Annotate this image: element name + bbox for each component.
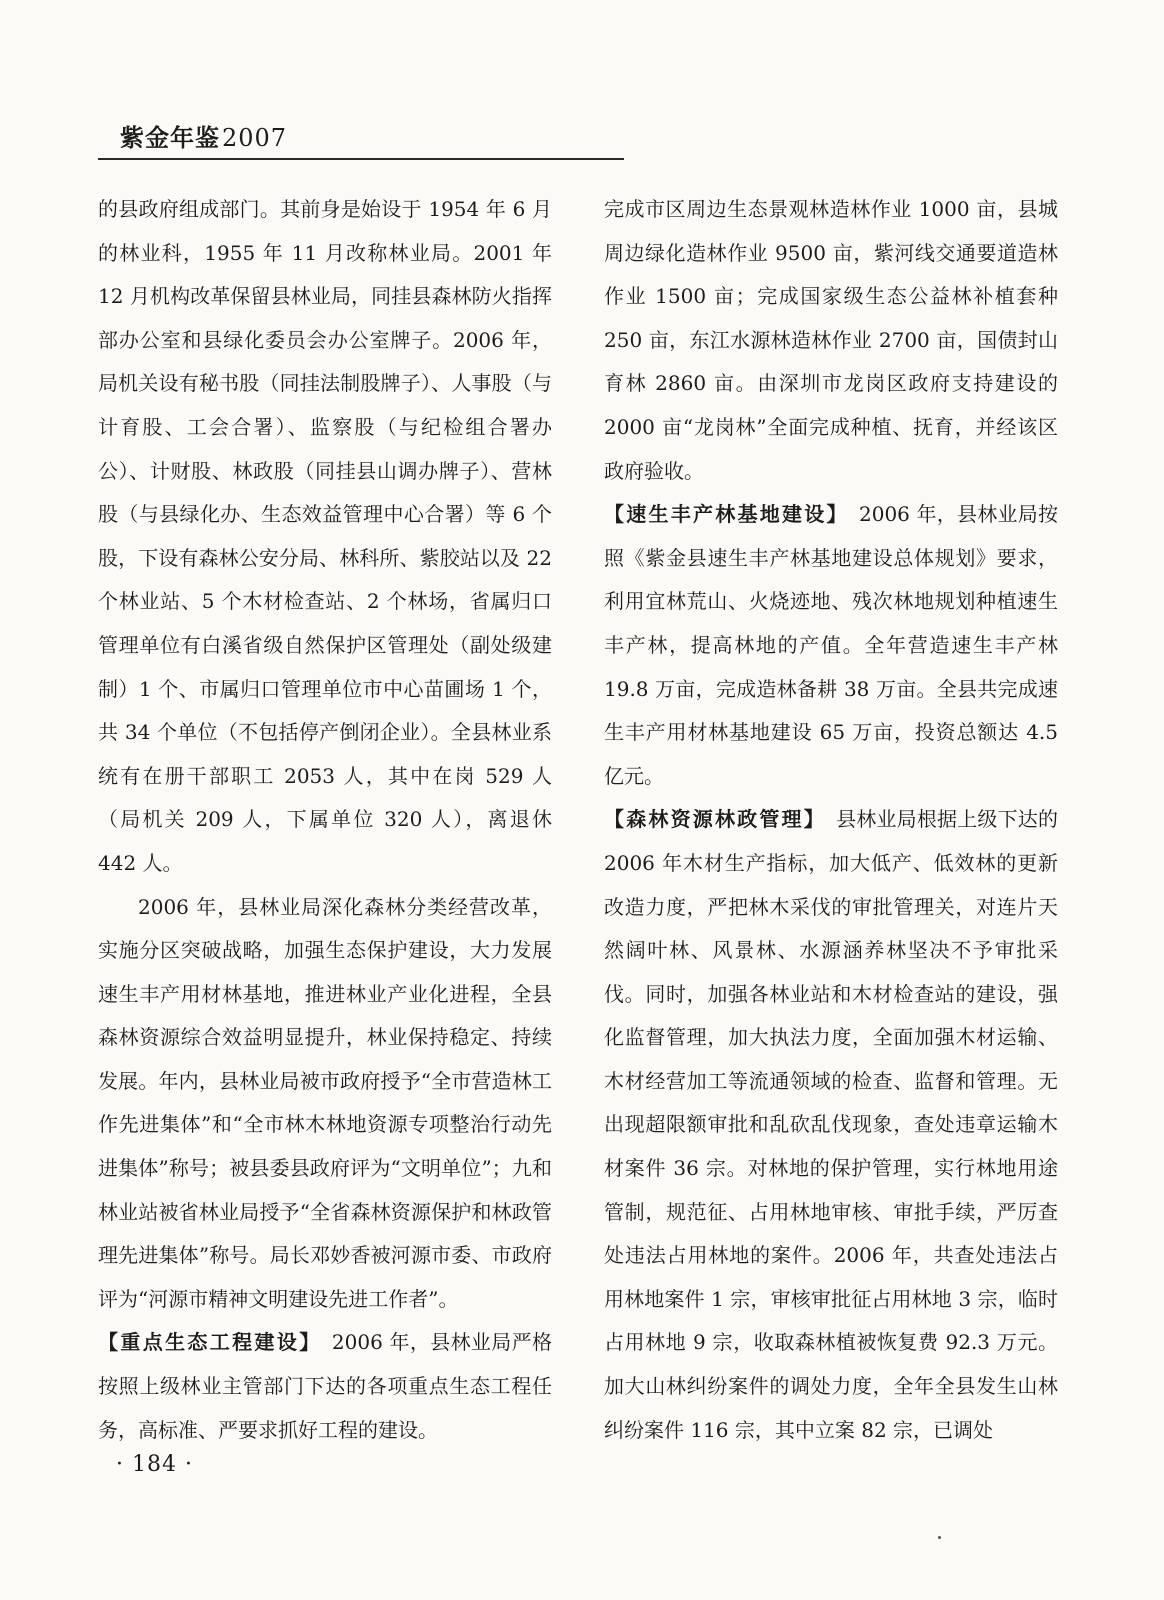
paragraph-afforestation-results: 完成市区周边生态景观林造林作业 1000 亩，县城周边绿化造林作业 9500 亩，紫河线交通要道造林作业 1500 亩；完成国家级生态公益林补植套种 250 亩，东江水源林造林作业 2700 亩，国债封山育林 2860 亩。由深圳市龙岗区政府支持建设的 2000 亩“龙岗林”全面完成种植、抚育，并经该区政府验收。	[604, 197, 1058, 483]
paragraph-forest-administration	[604, 798, 1058, 1452]
paragraph-ecological-projects	[98, 1321, 552, 1452]
paragraph-fast-growing-forest	[604, 493, 1058, 798]
paragraph-bureau-history: 的县政府组成部门。其前身是始设于 1954 年 6 月的林业科，1955 年 11 月改称林业局。2001 年 12 月机构改革保留县林业局，同挂县森林防火指挥部办公室和县绿化委员会办公室牌子。2006 年，局机关设有秘书股（同挂法制股牌子）、人事股（与计育股、工会合署）、监察股（与纪检组合署办公）、计财股、林政股（同挂县山调办牌子）、营林股（与县绿化办、生态效益管理中心合署）等 6 个股，下设有森林公安分局、林科所、紫胶站以及 22 个林业站、5 个木材检查站、2 个林场，省属归口管理单位有白溪省级自然保护区管理处（副处级建制）1 个、市属归口管理单位市中心苗圃场 1 个，共 34 个单位（不包括停产倒闭企业）。全县林业系统有在册干部职工 2053 人，其中在岗 529 人（局机关 209 人，下属单位 320 人），离退休 442 人。	[98, 197, 552, 875]
yearbook-title: 紫金年鉴	[120, 124, 220, 152]
paragraph-annual-summary: 2006 年，县林业局深化森林分类经营改革，实施分区突破战略，加强生态保护建设，大力发展速生丰产用材林基地，推进林业产业化进程，全县森林资源综合效益明显提升，林业保持稳定、持续发展。年内，县林业局被市政府授予“全市营造林工作先进集体”和“全市林木林地资源专项整治行动先进集体”称号；被县委县政府评为“文明单位”；九和林业站被省林业局授予“全省森林资源保护和林政管理先进集体”称号。局长邓妙香被河源市委、市政府评为“河源市精神文明建设先进工作者”。	[98, 894, 552, 1311]
yearbook-year: 2007	[222, 124, 288, 152]
section-heading-forest-administration: 【森林资源林政管理】	[604, 807, 816, 832]
section-text-fast-growing-forest: 2006 年，县林业局按照《紫金县速生丰产林基地建设总体规划》要求，利用宜林荒山、火烧迹地、残次林地规划种植速生丰产林，提高林地的产值。全年营造速生丰产林 19.8 万亩，完成造林备耕 38 万亩。全县共完成速生丰产用材林基地建设 65 万亩，投资总额达 4.5 亿元。	[604, 502, 1058, 788]
section-heading-ecological-projects: 【重点生态工程建设】	[98, 1330, 312, 1355]
section-heading-fast-growing-forest: 【速生丰产林基地建设】	[604, 502, 839, 527]
scan-speck	[938, 1536, 941, 1539]
right-column	[604, 188, 1058, 1452]
running-head	[120, 118, 287, 153]
left-column	[98, 188, 552, 1452]
section-text-ecological-projects: 2006 年，县林业局严格按照上级林业主管部门下达的各项重点生态工程任务，高标准、严要求抓好工程的建设。	[98, 1330, 552, 1442]
section-text-forest-administration: 县林业局根据上级下达的 2006 年木材生产指标，加大低产、低效林的更新改造力度，严把林木采伐的审批管理关，对连片天然阔叶林、风景林、水源涵养林坚决不予审批采伐。同时，加强各林业站和木材检查站的建设，强化监督管理，加大执法力度，全面加强木材运输、木材经营加工等流通领域的检查、监督和管理。无出现超限额审批和乱砍乱伐现象，查处违章运输木材案件 36 宗。对林地的保护管理，实行林地用途管制，规范征、占用林地审核、审批手续，严厉查处违法占用林地的案件。2006 年，共查处违法占用林地案件 1 宗，审核审批征占用林地 3 宗，临时占用林地 9 宗，收取森林植被恢复费 92.3 万元。加大山林纠纷案件的调处力度，全年全县发生山林纠纷案件 116 宗，其中立案 82 宗，已调处	[604, 807, 1059, 1442]
header-rule	[98, 158, 624, 160]
page-number: · 184 ·	[116, 1452, 193, 1477]
